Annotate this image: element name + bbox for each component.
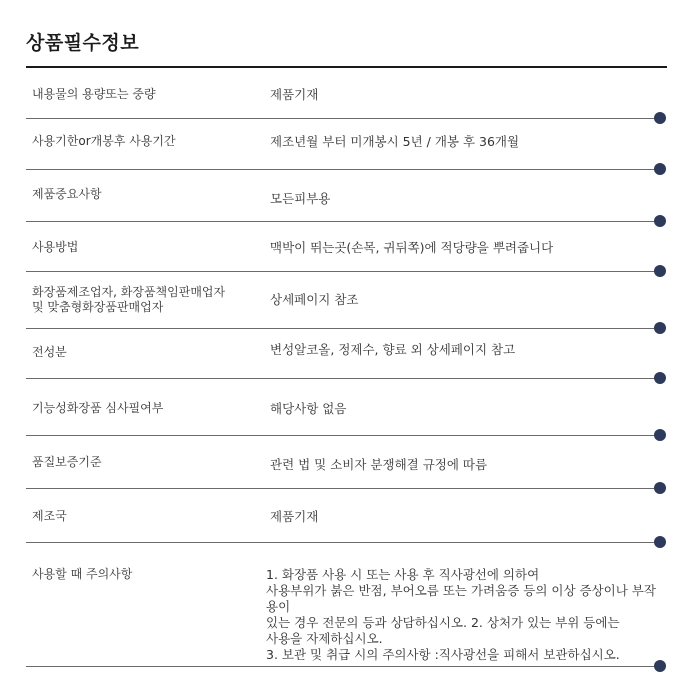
row-divider — [26, 488, 660, 489]
info-row-usage — [26, 222, 667, 272]
row-label: 사용기한or개봉후 사용기간 — [32, 134, 176, 148]
row-label: 제조국 — [32, 509, 67, 523]
section-title: 상품필수정보 — [26, 32, 140, 54]
info-row-important — [26, 170, 667, 222]
row-value: 해당사항 없음 — [270, 401, 347, 416]
info-row-caution — [26, 544, 667, 672]
row-divider — [26, 666, 660, 667]
row-value: 제조년월 부터 미개봉시 5년 / 개봉 후 36개월 — [270, 134, 520, 149]
row-label: 전성분 — [32, 345, 67, 359]
row-label: 품질보증기준 — [32, 455, 102, 469]
row-label: 화장품제조업자, 화장품책임판매업자 및 맞춤형화장품판매업자 — [32, 285, 226, 314]
row-value: 관련 법 및 소비자 분쟁해결 규정에 따름 — [270, 457, 488, 472]
info-row-quality — [26, 436, 667, 490]
info-row-capacity — [26, 68, 667, 122]
row-value: 제품기재 — [270, 509, 319, 524]
info-row-manufacturer — [26, 272, 667, 330]
row-label: 사용할 때 주의사항 — [32, 567, 133, 581]
row-value: 상세페이지 참조 — [270, 292, 359, 307]
row-value: 변성알코올, 정제수, 향료 외 상세페이지 참고 — [270, 342, 516, 357]
info-row-ingredients — [26, 330, 667, 380]
row-value: 맥박이 뛰는곳(손목, 귀뒤쪽)에 적당량을 뿌려줍니다 — [270, 240, 554, 255]
row-label: 기능성화장품 심사필여부 — [32, 401, 164, 415]
row-label: 제품중요사항 — [32, 187, 102, 201]
row-divider — [26, 328, 660, 329]
info-row-expiry — [26, 122, 667, 170]
info-row-functional — [26, 380, 667, 436]
row-label: 사용방법 — [32, 240, 79, 254]
row-divider — [26, 118, 660, 119]
row-label: 내용물의 용량또는 중량 — [32, 87, 156, 101]
row-value: 제품기재 — [270, 87, 319, 102]
row-value: 1. 화장품 사용 시 또는 사용 후 직사광선에 의하여 사용부위가 붉은 반점, 부어오름 또는 가려움증 등의 이상 증상이나 부작용이 있는 경우 전문의 등과 상담하십시오. 2. 상처가 있는 부위 등에는 사용을 자제하십시오. 3. 보관 및 취급 시의 주의사항 :직사광선을 피해서 보관하십시오. — [266, 567, 656, 662]
row-divider — [26, 378, 660, 379]
row-value: 모든피부용 — [270, 191, 331, 206]
row-end-dot-icon — [654, 660, 666, 672]
info-row-country — [26, 490, 667, 544]
row-divider — [26, 542, 660, 543]
